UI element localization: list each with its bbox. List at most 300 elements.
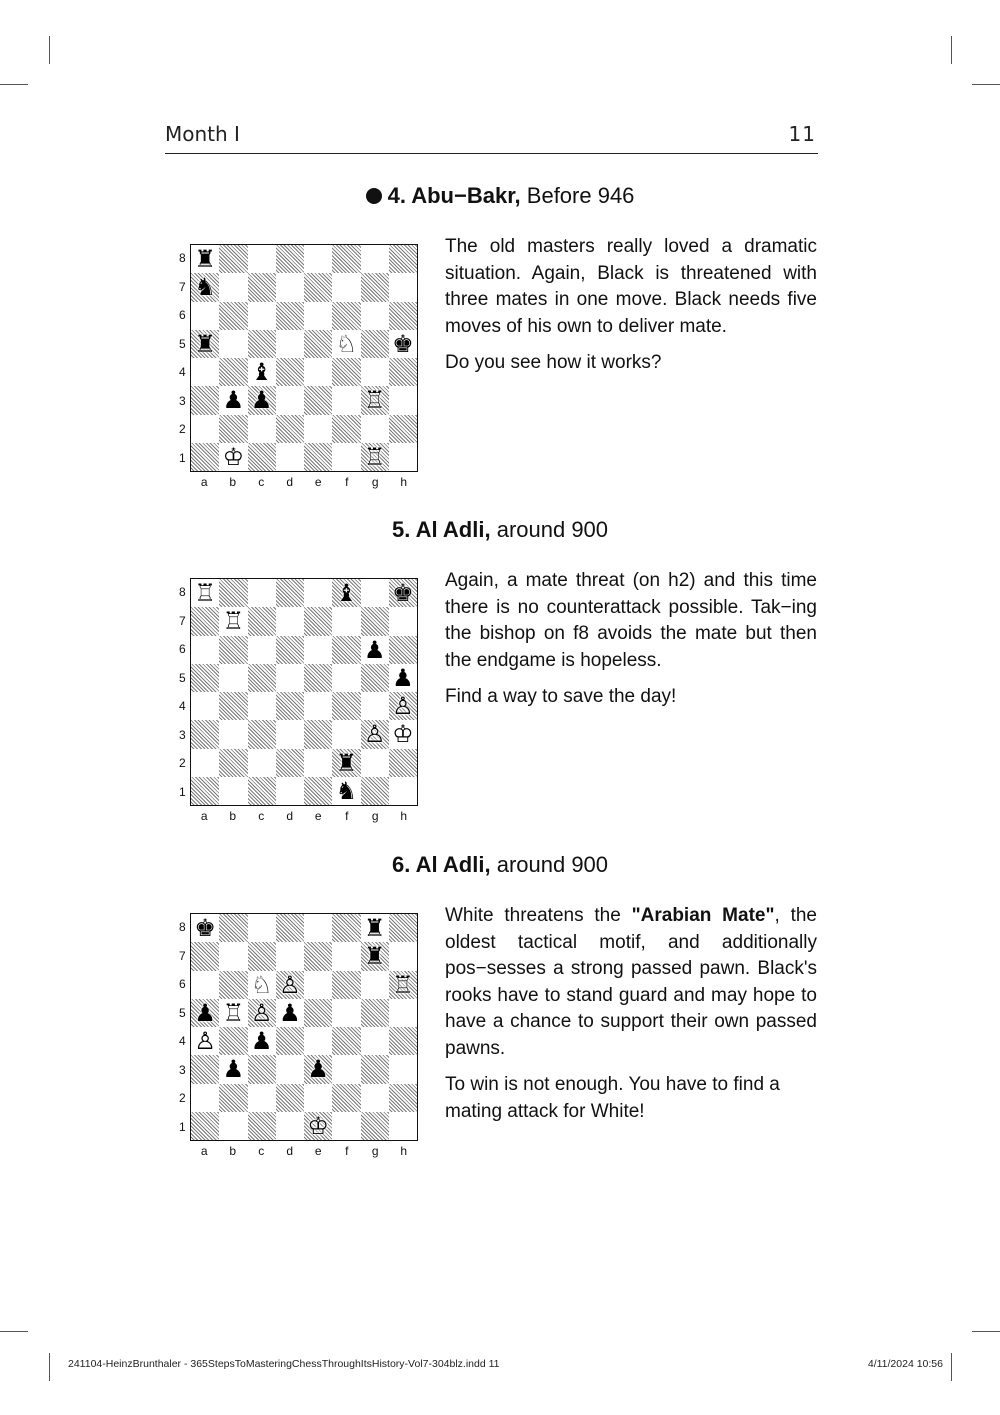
square-e2: [304, 749, 332, 777]
square-d2: [276, 415, 304, 443]
paragraph: Do you see how it works?: [445, 352, 662, 373]
square-c4: [248, 358, 276, 386]
black-pawn-icon: ♟: [222, 1055, 245, 1084]
puzzle-date: around 900: [496, 852, 609, 877]
square-h5: [389, 664, 417, 692]
white-pawn-icon: ♙: [363, 720, 386, 749]
puzzle-heading: [0, 183, 1000, 209]
square-d4: [276, 1027, 304, 1055]
file-label: c: [258, 809, 265, 823]
black-king-icon: ♚: [392, 329, 414, 358]
black-rook-icon: ♜: [363, 942, 386, 971]
chess-board: [190, 578, 418, 806]
running-head: [165, 120, 818, 154]
square-d6: [276, 971, 304, 999]
white-rook-icon: ♖: [363, 386, 386, 415]
file-labels: [190, 473, 418, 491]
rank-label: 2: [179, 756, 186, 770]
square-g2: [361, 415, 389, 443]
text-run: , the oldest tactical motif, and additionally pos−sesses a strong passed pawn. Black's rooks have to stand guard and may hope to have a chance to support their own passed pawns.: [445, 905, 817, 1059]
paragraph: To win is not enough. You have to find a mating attack for White!: [445, 1074, 780, 1122]
rank-label: 4: [179, 365, 186, 379]
square-h8: [389, 579, 417, 607]
square-b6: [219, 636, 247, 664]
square-b8: [219, 579, 247, 607]
square-d6: [276, 302, 304, 330]
puzzle-heading: [0, 852, 1000, 878]
square-f5: [332, 999, 360, 1027]
square-e7: [304, 607, 332, 635]
square-f3: [332, 386, 360, 414]
rank-label: 1: [179, 450, 186, 465]
square-d4: [276, 692, 304, 720]
black-pawn-icon: ♟: [279, 998, 301, 1027]
square-e2: [304, 415, 332, 443]
puzzle-number-name: 4. Abu−Bakr,: [387, 183, 521, 208]
square-e5: [304, 999, 332, 1027]
square-d7: [276, 273, 304, 301]
file-info: 241104-HeinzBrunthaler - 365StepsToMasteringChessThroughItsHistory-Vol7-304blz.indd 11: [68, 1358, 500, 1370]
square-a3: [191, 720, 219, 748]
rank-label: 3: [179, 1062, 186, 1077]
square-f8: [332, 245, 360, 273]
square-g2: [361, 749, 389, 777]
square-h8: [389, 245, 417, 273]
square-e3: [304, 1055, 332, 1083]
square-b8: [219, 914, 247, 942]
bullet-icon: [366, 188, 382, 204]
file-label: g: [371, 809, 379, 823]
square-g6: [361, 971, 389, 999]
file-label: f: [345, 809, 349, 823]
paragraph: Again, a mate threat (on h2) and this time there is no counterattack possible. Tak−ing the bishop on f8 avoids the mate but then the endgame is hopeless.: [445, 570, 817, 671]
square-h1: [389, 443, 417, 471]
white-king-icon: ♔: [307, 1111, 329, 1140]
file-label: d: [286, 475, 294, 489]
white-pawn-icon: ♙: [250, 998, 273, 1027]
square-f6: [332, 302, 360, 330]
square-b1: [219, 777, 247, 805]
square-c7: [248, 942, 276, 970]
square-b5: [219, 664, 247, 692]
square-h6: [389, 636, 417, 664]
black-bishop-icon: ♝: [250, 358, 273, 387]
square-d1: [276, 777, 304, 805]
square-c1: [248, 1112, 276, 1140]
square-g6: [361, 302, 389, 330]
file-label: e: [314, 1144, 322, 1158]
rank-labels: [175, 244, 191, 472]
square-f1: [332, 777, 360, 805]
square-e6: [304, 971, 332, 999]
rank-label: 6: [179, 308, 186, 322]
chess-board: [190, 244, 418, 472]
square-f6: [332, 971, 360, 999]
rank-label: 5: [179, 1005, 186, 1020]
print-footer: [68, 1358, 943, 1374]
square-h2: [389, 749, 417, 777]
square-d6: [276, 636, 304, 664]
square-b4: [219, 1027, 247, 1055]
square-d3: [276, 1055, 304, 1083]
file-label: h: [400, 1144, 408, 1158]
file-label: h: [400, 475, 408, 489]
square-h5: [389, 330, 417, 358]
square-g7: [361, 607, 389, 635]
file-label: g: [371, 475, 379, 489]
square-c6: [248, 302, 276, 330]
square-e1: [304, 1112, 332, 1140]
square-f6: [332, 636, 360, 664]
square-e7: [304, 273, 332, 301]
square-c5: [248, 664, 276, 692]
square-g8: [361, 245, 389, 273]
square-f4: [332, 692, 360, 720]
square-h3: [389, 1055, 417, 1083]
square-d8: [276, 579, 304, 607]
square-e5: [304, 664, 332, 692]
puzzle-heading: [0, 517, 1000, 543]
black-rook-icon: ♜: [363, 914, 386, 943]
square-h8: [389, 914, 417, 942]
file-label: f: [345, 475, 349, 489]
puzzle-number-name: 6. Al Adli,: [391, 852, 491, 877]
square-g3: [361, 386, 389, 414]
square-d7: [276, 942, 304, 970]
white-pawn-icon: ♙: [392, 692, 414, 721]
square-d7: [276, 607, 304, 635]
square-g4: [361, 1027, 389, 1055]
square-c2: [248, 415, 276, 443]
white-rook-icon: ♖: [194, 579, 216, 608]
crop-mark: [0, 1331, 28, 1332]
square-g7: [361, 273, 389, 301]
crop-mark: [951, 36, 952, 64]
square-b2: [219, 415, 247, 443]
file-label: a: [200, 475, 208, 489]
paragraph: The old masters really loved a dramatic situation. Again, Black is threatened with three mates in one move. Black needs five moves of his own to deliver mate.: [445, 236, 817, 337]
square-g4: [361, 692, 389, 720]
white-rook-icon: ♖: [363, 442, 386, 471]
square-a4: [191, 358, 219, 386]
white-pawn-icon: ♙: [194, 1027, 216, 1056]
square-a2: [191, 749, 219, 777]
square-c3: [248, 1055, 276, 1083]
file-label: e: [314, 809, 322, 823]
square-g1: [361, 1112, 389, 1140]
square-h7: [389, 942, 417, 970]
crop-mark: [49, 36, 50, 64]
square-e8: [304, 914, 332, 942]
white-king-icon: ♔: [222, 442, 245, 471]
black-pawn-icon: ♟: [222, 386, 245, 415]
rank-label: 8: [179, 585, 186, 599]
square-b5: [219, 999, 247, 1027]
square-g2: [361, 1084, 389, 1112]
file-label: a: [200, 1144, 208, 1158]
square-c8: [248, 579, 276, 607]
file-label: a: [200, 809, 208, 823]
square-a7: [191, 942, 219, 970]
square-h5: [389, 999, 417, 1027]
square-b2: [219, 1084, 247, 1112]
square-c8: [248, 245, 276, 273]
crop-mark: [972, 84, 1000, 85]
square-c6: [248, 636, 276, 664]
square-f3: [332, 720, 360, 748]
black-rook-icon: ♜: [194, 329, 216, 358]
square-f4: [332, 1027, 360, 1055]
square-d4: [276, 358, 304, 386]
white-knight-icon: ♘: [335, 329, 358, 358]
square-h1: [389, 777, 417, 805]
puzzle-date: Before 946: [526, 183, 635, 208]
paragraph: Find a way to save the day!: [445, 686, 677, 707]
black-rook-icon: ♜: [335, 748, 358, 777]
square-d1: [276, 443, 304, 471]
rank-label: 4: [179, 1034, 186, 1048]
square-g8: [361, 579, 389, 607]
square-f5: [332, 664, 360, 692]
square-d2: [276, 1084, 304, 1112]
square-f3: [332, 1055, 360, 1083]
file-label: h: [400, 809, 408, 823]
square-d3: [276, 720, 304, 748]
black-king-icon: ♚: [392, 579, 414, 608]
black-knight-icon: ♞: [194, 273, 216, 302]
square-b5: [219, 330, 247, 358]
square-b2: [219, 749, 247, 777]
square-b7: [219, 273, 247, 301]
rank-label: 7: [179, 613, 186, 628]
square-a5: [191, 999, 219, 1027]
file-label: b: [229, 1144, 237, 1158]
square-d5: [276, 999, 304, 1027]
chess-board: [190, 913, 418, 1141]
square-e6: [304, 302, 332, 330]
square-f8: [332, 914, 360, 942]
chess-diagram: [175, 578, 420, 828]
square-a5: [191, 664, 219, 692]
square-f1: [332, 1112, 360, 1140]
puzzle-date: around 900: [496, 517, 609, 542]
rank-label: 8: [179, 251, 186, 265]
file-label: e: [314, 475, 322, 489]
square-g1: [361, 443, 389, 471]
crop-mark: [0, 84, 28, 85]
square-f5: [332, 330, 360, 358]
file-label: b: [229, 809, 237, 823]
rank-labels: [175, 913, 191, 1141]
square-d8: [276, 245, 304, 273]
rank-label: 1: [179, 1119, 186, 1134]
square-b1: [219, 1112, 247, 1140]
square-f2: [332, 415, 360, 443]
square-f8: [332, 579, 360, 607]
square-b1: [219, 443, 247, 471]
square-b4: [219, 692, 247, 720]
file-labels: [190, 1142, 418, 1160]
square-f7: [332, 942, 360, 970]
black-pawn-icon: ♟: [363, 635, 386, 664]
square-a8: [191, 579, 219, 607]
square-d3: [276, 386, 304, 414]
chess-diagram: [175, 913, 420, 1163]
puzzle-description: [445, 903, 817, 1135]
square-a2: [191, 415, 219, 443]
square-b7: [219, 942, 247, 970]
square-e5: [304, 330, 332, 358]
square-g5: [361, 999, 389, 1027]
square-c3: [248, 386, 276, 414]
square-h4: [389, 692, 417, 720]
square-a3: [191, 1055, 219, 1083]
square-h3: [389, 386, 417, 414]
black-pawn-icon: ♟: [307, 1055, 329, 1084]
square-g4: [361, 358, 389, 386]
black-pawn-icon: ♟: [250, 1027, 273, 1056]
square-g5: [361, 330, 389, 358]
bold-term: "Arabian Mate": [631, 905, 775, 926]
square-c7: [248, 607, 276, 635]
rank-label: 7: [179, 948, 186, 963]
square-c8: [248, 914, 276, 942]
square-a1: [191, 1112, 219, 1140]
square-g8: [361, 914, 389, 942]
square-b3: [219, 386, 247, 414]
square-c2: [248, 749, 276, 777]
square-e1: [304, 443, 332, 471]
black-bishop-icon: ♝: [335, 579, 358, 608]
square-d5: [276, 664, 304, 692]
rank-label: 6: [179, 977, 186, 991]
square-h6: [389, 302, 417, 330]
file-label: c: [258, 1144, 265, 1158]
section-title: Month I: [165, 122, 240, 146]
square-a7: [191, 273, 219, 301]
square-b4: [219, 358, 247, 386]
square-a6: [191, 971, 219, 999]
square-g6: [361, 636, 389, 664]
black-pawn-icon: ♟: [392, 663, 414, 692]
square-e6: [304, 636, 332, 664]
square-a8: [191, 914, 219, 942]
square-h4: [389, 1027, 417, 1055]
square-f4: [332, 358, 360, 386]
square-e4: [304, 1027, 332, 1055]
square-d2: [276, 749, 304, 777]
white-knight-icon: ♘: [250, 970, 273, 999]
square-f2: [332, 749, 360, 777]
square-e3: [304, 386, 332, 414]
square-h3: [389, 720, 417, 748]
black-pawn-icon: ♟: [194, 998, 216, 1027]
square-a1: [191, 443, 219, 471]
square-h6: [389, 971, 417, 999]
file-labels: [190, 807, 418, 825]
square-c6: [248, 971, 276, 999]
square-a7: [191, 607, 219, 635]
square-e7: [304, 942, 332, 970]
square-e3: [304, 720, 332, 748]
crop-mark: [972, 1331, 1000, 1332]
square-a6: [191, 302, 219, 330]
square-a3: [191, 386, 219, 414]
black-knight-icon: ♞: [335, 776, 358, 805]
chess-diagram: [175, 244, 420, 494]
square-e2: [304, 1084, 332, 1112]
square-f7: [332, 273, 360, 301]
square-a2: [191, 1084, 219, 1112]
rank-label: 5: [179, 670, 186, 685]
square-c1: [248, 443, 276, 471]
square-a4: [191, 692, 219, 720]
square-c4: [248, 1027, 276, 1055]
square-b3: [219, 1055, 247, 1083]
square-h1: [389, 1112, 417, 1140]
print-timestamp: 4/11/2024 10:56: [867, 1358, 943, 1370]
file-label: f: [345, 1144, 349, 1158]
square-b3: [219, 720, 247, 748]
square-h2: [389, 415, 417, 443]
square-h7: [389, 273, 417, 301]
square-b6: [219, 971, 247, 999]
square-d8: [276, 914, 304, 942]
square-g5: [361, 664, 389, 692]
rank-label: 8: [179, 920, 186, 934]
square-c3: [248, 720, 276, 748]
square-c1: [248, 777, 276, 805]
square-d1: [276, 1112, 304, 1140]
rank-label: 5: [179, 336, 186, 351]
file-label: d: [286, 809, 294, 823]
file-label: c: [258, 475, 265, 489]
crop-mark: [49, 1353, 50, 1381]
rank-labels: [175, 578, 191, 806]
file-label: g: [371, 1144, 379, 1158]
square-c2: [248, 1084, 276, 1112]
puzzle-description: [445, 234, 817, 387]
square-a1: [191, 777, 219, 805]
file-label: d: [286, 1144, 294, 1158]
square-a5: [191, 330, 219, 358]
white-king-icon: ♔: [392, 720, 414, 749]
rank-label: 1: [179, 784, 186, 799]
square-f7: [332, 607, 360, 635]
puzzle-description: [445, 568, 817, 721]
rank-label: 2: [179, 1091, 186, 1105]
square-c5: [248, 330, 276, 358]
white-rook-icon: ♖: [222, 998, 245, 1027]
square-e1: [304, 777, 332, 805]
rank-label: 6: [179, 642, 186, 656]
white-rook-icon: ♖: [392, 970, 414, 999]
square-c4: [248, 692, 276, 720]
square-b8: [219, 245, 247, 273]
square-a4: [191, 1027, 219, 1055]
square-g3: [361, 1055, 389, 1083]
rank-label: 3: [179, 727, 186, 742]
file-label: b: [229, 475, 237, 489]
square-a6: [191, 636, 219, 664]
square-e8: [304, 579, 332, 607]
black-pawn-icon: ♟: [250, 386, 273, 415]
crop-mark: [951, 1353, 952, 1381]
square-e8: [304, 245, 332, 273]
white-pawn-icon: ♙: [279, 970, 301, 999]
square-d5: [276, 330, 304, 358]
square-c7: [248, 273, 276, 301]
